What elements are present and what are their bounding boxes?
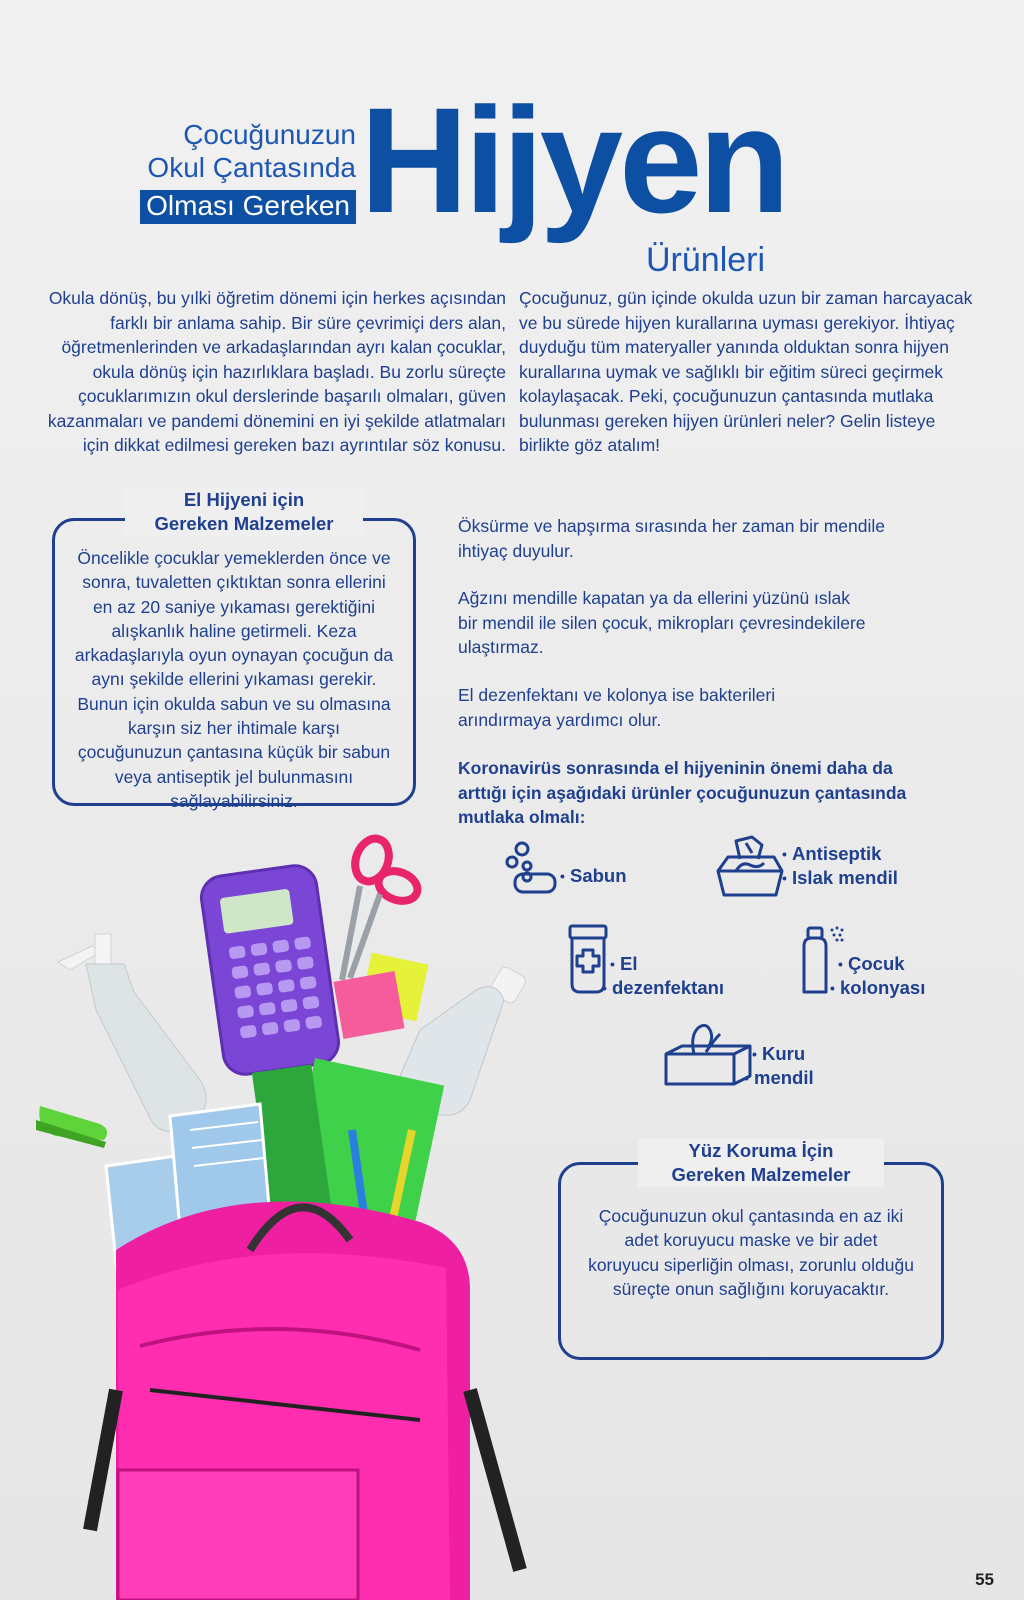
sanitizer-label-line2: • dezenfektanı xyxy=(612,976,724,1000)
page-subtitle: Ürünleri xyxy=(646,241,766,279)
hand-hygiene-text: Öncelikle çocuklar yemeklerden önce ve sonra, tuvaletten çıktıktan sonra ellerini en az 20 saniye yıkaması gerektiğini alışkanlık haline getirmeli. Keza arkadaşlarıyla oyun oynayan çocuğun da aynı şekilde ellerini yıkaması gerekir. Bunun için okulda sabun ve su olmasına karşın siz her ihtimale karşı çocuğunuzun çantasına küçük bir sabun veya antiseptik jel bulunmasını sağlayabilirsiniz. xyxy=(74,548,394,811)
tissue-label-line2: • mendil xyxy=(754,1066,814,1090)
face-protection-title-line2: Gereken Malzemeler xyxy=(671,1164,851,1185)
sanitizer-paragraph: El dezenfektanı ve kolonya ise bakterileri arındırmaya yardımcı olur. xyxy=(458,685,776,730)
wipes-label-line2: • Islak mendil xyxy=(792,866,898,890)
hand-hygiene-title-line1: El Hijyeni için xyxy=(183,489,305,510)
calculator xyxy=(199,863,342,1077)
intro-right-paragraph: Çocuğunuz, gün içinde okulda uzun bir zaman harcayacak ve bu sürede hijyen kurallarına uyması gerekiyor. İhtiyaç duyduğu tüm materyaller yanında olduktan sonra hijyen kurallarına uymak ve sağlıklı bir eğitim süreci geçirmek kolaylaşacak. Peki, çocuğunuzun çantasında mutlaka bulunması gereken hijyen ürünleri neler? Gelin listeye birlikte göz atalım! xyxy=(519,288,973,455)
sanitizer-label-line1: • El xyxy=(620,952,637,976)
pink-backpack xyxy=(90,1202,520,1600)
title-kicker-line1: Çocuğunuzun xyxy=(183,119,356,150)
school-supplies-illustration xyxy=(0,830,560,1600)
cologne-label-line2: • kolonyası xyxy=(840,976,925,1000)
hand-hygiene-title-line2: Gereken Malzemeler xyxy=(154,513,334,534)
wet-wipes-icon xyxy=(712,835,786,901)
tissue-paragraph: Öksürme ve hapşırma sırasında her zaman bir mendile ihtiyaç duyulur. xyxy=(458,516,885,561)
must-have-paragraph: Koronavirüs sonrasında el hijyeninin önemi daha da arttığı için aşağıdaki ürünler çocuğunuzun çantasında mutlaka olmalı: xyxy=(458,758,907,827)
face-protection-title-line1: Yüz Koruma İçin xyxy=(688,1140,834,1161)
intro-left-paragraph: Okula dönüş, bu yılki öğretim dönemi için herkes açısından farklı bir anlama sahip. Bir süre çevrimiçi ders alan, öğretmenlerinden ve arkadaşlarından ayrı kalan çocuklar, okula dönüş için hazırlıklara başladı. Bu zorlu süreçte çocuklarımızın okul derslerinde başarılı olmaları, güven kazanmaları ve pandemi dönemini en iyi şekilde atlatmaları için dikkat edilmesi gereken bazı ayrıntılar söz konusu. xyxy=(47,288,506,455)
hand-hygiene-box-title xyxy=(125,488,363,536)
wipes-label-line1: • Antiseptik xyxy=(792,842,881,866)
tissue-label-line1: • Kuru xyxy=(762,1042,805,1066)
face-protection-text: Çocuğunuzun okul çantasında en az iki adet koruyucu maske ve bir adet koruyucu siperliğin olması, zorunlu olduğu süreçte onun sağlığını koruyacaktır. xyxy=(588,1206,914,1299)
cologne-label-line1: • Çocuk xyxy=(848,952,905,976)
page-title: Hijyen xyxy=(360,76,787,244)
title-kicker-line3: Olması Gereken xyxy=(140,190,356,224)
title-kicker-line2: Okul Çantasında xyxy=(147,152,356,183)
face-protection-box-title xyxy=(638,1139,884,1187)
soap-label: • Sabun xyxy=(570,864,627,888)
page-number: 55 xyxy=(975,1570,994,1589)
sanitizer-pump-bottle xyxy=(58,934,206,1132)
stapler xyxy=(36,1106,107,1148)
tissue-box-icon xyxy=(662,1018,754,1090)
wet-wipe-paragraph: Ağzını mendille kapatan ya da ellerini yüzünü ıslak bir mendil ile silen çocuk, mikropları çevresindekilere ulaştırmaz. xyxy=(458,588,866,657)
